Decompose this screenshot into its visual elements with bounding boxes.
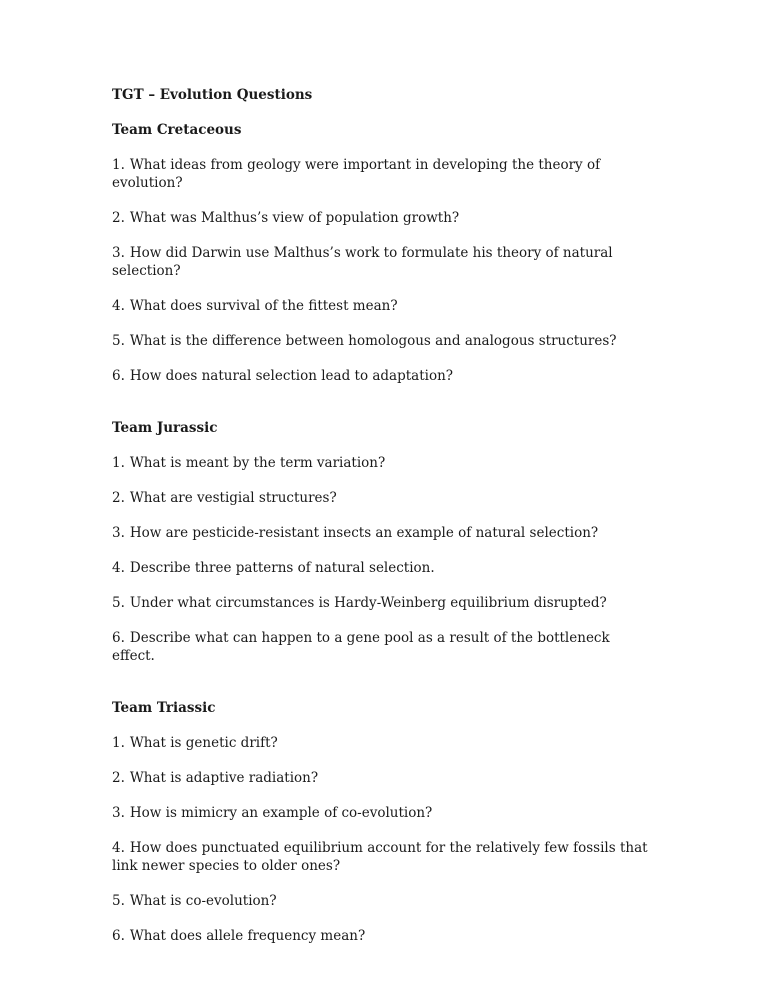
question-text: Under what circumstances is Hardy-Weinberg equilibrium disrupted? bbox=[129, 595, 607, 611]
question-text: How did Darwin use Malthus’s work to formulate his theory of natural selection? bbox=[112, 245, 613, 279]
question-number: 6. bbox=[112, 630, 125, 646]
question-text: Describe what can happen to a gene pool as a result of the bottleneck effect. bbox=[112, 630, 610, 664]
question-number: 2. bbox=[112, 210, 125, 226]
question-text: Describe three patterns of natural selection. bbox=[129, 560, 435, 576]
question-item bbox=[112, 594, 656, 612]
question-item bbox=[112, 156, 656, 192]
question-text: What ideas from geology were important in developing the theory of evolution? bbox=[112, 157, 601, 191]
question-number: 4. bbox=[112, 560, 125, 576]
question-text: What is adaptive radiation? bbox=[129, 770, 319, 786]
section-cretaceous bbox=[112, 121, 656, 385]
question-item bbox=[112, 769, 656, 787]
question-item bbox=[112, 629, 656, 665]
question-text: How are pesticide-resistant insects an example of natural selection? bbox=[129, 525, 599, 541]
question-number: 4. bbox=[112, 298, 125, 314]
section-heading: Team Triassic bbox=[112, 700, 216, 716]
question-number: 2. bbox=[112, 770, 125, 786]
question-item bbox=[112, 489, 656, 507]
question-number: 2. bbox=[112, 490, 125, 506]
question-item bbox=[112, 734, 656, 752]
question-text: What does allele frequency mean? bbox=[129, 928, 366, 944]
document-page bbox=[112, 86, 656, 945]
question-number: 6. bbox=[112, 928, 125, 944]
question-item bbox=[112, 524, 656, 542]
question-number: 3. bbox=[112, 805, 125, 821]
question-number: 6. bbox=[112, 368, 125, 384]
question-text: What are vestigial structures? bbox=[129, 490, 337, 506]
question-text: What is meant by the term variation? bbox=[129, 455, 386, 471]
question-item bbox=[112, 839, 656, 875]
document-title: TGT – Evolution Questions bbox=[112, 87, 313, 103]
question-text: What is co-evolution? bbox=[129, 893, 277, 909]
question-number: 3. bbox=[112, 525, 125, 541]
question-item bbox=[112, 297, 656, 315]
question-text: What does survival of the fittest mean? bbox=[129, 298, 398, 314]
question-number: 5. bbox=[112, 893, 125, 909]
section-heading: Team Cretaceous bbox=[112, 122, 242, 138]
question-text: What is genetic drift? bbox=[129, 735, 278, 751]
question-item bbox=[112, 209, 656, 227]
question-number: 5. bbox=[112, 595, 125, 611]
question-item bbox=[112, 244, 656, 280]
question-item bbox=[112, 454, 656, 472]
question-text: How is mimicry an example of co-evolution? bbox=[129, 805, 433, 821]
section-triassic bbox=[112, 699, 656, 945]
question-item bbox=[112, 927, 656, 945]
question-item bbox=[112, 367, 656, 385]
question-number: 4. bbox=[112, 840, 125, 856]
question-number: 1. bbox=[112, 157, 125, 173]
question-number: 5. bbox=[112, 333, 125, 349]
question-item bbox=[112, 804, 656, 822]
question-text: What is the difference between homologous and analogous structures? bbox=[129, 333, 617, 349]
question-text: How does natural selection lead to adaptation? bbox=[129, 368, 454, 384]
section-heading: Team Jurassic bbox=[112, 420, 218, 436]
question-item bbox=[112, 332, 656, 350]
question-item bbox=[112, 892, 656, 910]
question-text: How does punctuated equilibrium account for the relatively few fossils that link newer species to older ones? bbox=[112, 840, 648, 874]
question-number: 1. bbox=[112, 735, 125, 751]
section-jurassic bbox=[112, 419, 656, 665]
question-number: 3. bbox=[112, 245, 125, 261]
question-text: What was Malthus’s view of population growth? bbox=[129, 210, 460, 226]
question-item bbox=[112, 559, 656, 577]
question-number: 1. bbox=[112, 455, 125, 471]
